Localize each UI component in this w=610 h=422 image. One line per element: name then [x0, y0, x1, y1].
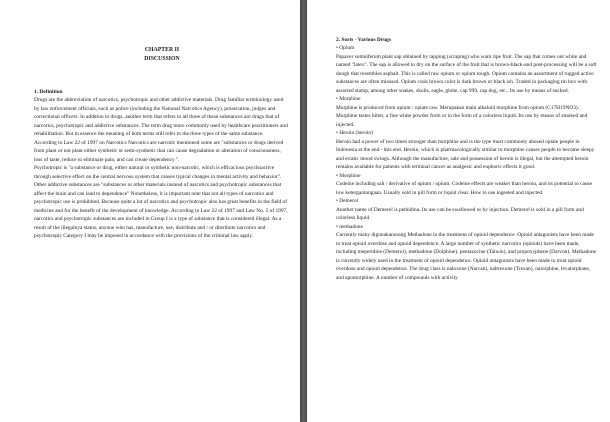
bullet-heading: • Opium: [336, 45, 355, 51]
bullet-heading: • Heroin (heroin): [336, 130, 373, 136]
paragraph: Papaver somniferum plant sap obtained by tapping (scraping) who want ripe fruit. The sap that comes out white and named "latex". The sap is allowed to dry on the surface of the fruit that is brown-black-and post-processing will be a soft dough that resembles asphalt. This is called raw opium or opium rough. Opium contains an assortment of rugged active substances are often misused. Opium cook brown color is dark brown or black ish. Traded in packaging tin box with assorted stamp, among other snakes, skulls, eagle, globe, cap 999, cap dog, etc.. Its use by means of sucked.: [336, 53, 597, 94]
page-left: [0, 0, 300, 422]
paragraph: Currently many digunakanorang Methadone in the treatment of opioid dependence. Opioid antagonists have been made to treat opioid overdose and opioid dependence. A large number of synthetic narcotics (opioids) have been made, including meperidine (Demerol), methadone (Dolphine), pentazocine (Talwin), and propoxyphene (Darvon). Methadone is currently widely used in the treatment of opioid dependence. Opioid antagonists have been made to treat opioid overdose and opioid dependence. The drug class is naloxone (Narcan), naltrexone (Trexan), nalorphine, levalorphane, and apomorphine. A number of compounds with activity: [336, 232, 597, 281]
bullet-heading: • Morphine: [336, 172, 361, 179]
paragraph: Another name of Demerol is pethidina. Its use can be swallowed or by injection. Demerol is sold in a pill form and colorless liquid.: [336, 206, 584, 221]
paragraph: According to Law 22 of 1997 on Narcotics Narcotics are narcotic mentioned some are "substances or drugs derived from plant or not plant either synthetic or semi-synthetic that can cause degradation or alteration of consciousness, loss of taste, reduce to eliminate pain, and can create dependency ".: [34, 139, 284, 163]
chapter-heading: CHAPTER II: [144, 47, 180, 53]
section-title-definition: 1. Definition: [34, 89, 63, 95]
bullet-heading: • Demerol: [336, 198, 359, 204]
paragraph: Psychotropic is "a substance or drug, either natural or synthetic non-narcotic, which is efficacious psychoactive through selective effect on the central nervous system that causes typical changes in mental activity and behavior".: [34, 165, 282, 180]
paragraph: Heroin had a power of two times stronger than morphine and is the type most commonly abused opiate people in Indonesia at the end - this end. Heroin, which is pharmacologically similar to morphine causes people to become sleepy and erratic mood swings. Although the manufacture, sale and possession of heroin is illegal, but the attempted heroin remains available for patients with terminal cancer as analgesic and euphoric effects it good.: [336, 138, 595, 170]
paragraph: Other addictive substances are "substances or other materials instead of narcotics and psychotropic substances that affect the brain and can lead to dependence" Nonetheless, it is important note that not all types of narcotics and psychotropic use is prohibited. Because quite a lot of narcotics and psychotropic also has great benefits in the field of medicine and for the benefit of the development of knowledge. According to Law 22 of 1997 and Law No. 5 of 1997, narcotics and psychotropic substances are included in Group I is a type of substance that is considered illegal. As a result of the illegalnya status, anyone who has, manufacture, use, distribute and / or distribute narcotics and psychotropic Category I may be imposed in accordance with the provisions of the criminal law apply.: [34, 182, 288, 239]
chapter-subtitle: DISCUSSION: [144, 56, 180, 62]
bullet-heading: • Morphine: [336, 96, 361, 102]
section-title-sorts: 2. Sorts - Various Drugs: [336, 37, 391, 43]
bullet-heading: • methadone: [336, 223, 363, 230]
paragraph: Morphine is produced from opium / opiate raw. Merupakan main alkaloid morphine from opium (C17H19NO3). Morphine tastes bitter, a fine white powder form or in the form of a colorless liquid. Its use by means of smoked and injected.: [336, 104, 588, 128]
paragraph: Drugs are the abbreviation of narcotics, psychotropic and other addictive materials. Drug familiar terminology used by law enforcement officials, such as police (including the National Narcotics Agency), prosecution, judges and correctional officers. In addition to drugs, another term that refers to all three of these substances are drugs that of narcotics, psychotropic and addictive substances. The term drug more commonly used by healthcare practitioners and rehabilitation. But in essence the meaning of both terms still refer to the three types of the same substance.: [34, 97, 288, 137]
right-page-body: [336, 44, 598, 282]
page-right: [307, 0, 610, 422]
paragraph: Codeine including salt / derivative of opium / opium. Codeine effects are weaker than heroin, and its potential to cause low ketergantungaan. Usually sold in pill form or liquid clear. How to use ingested and injected.: [336, 181, 593, 196]
